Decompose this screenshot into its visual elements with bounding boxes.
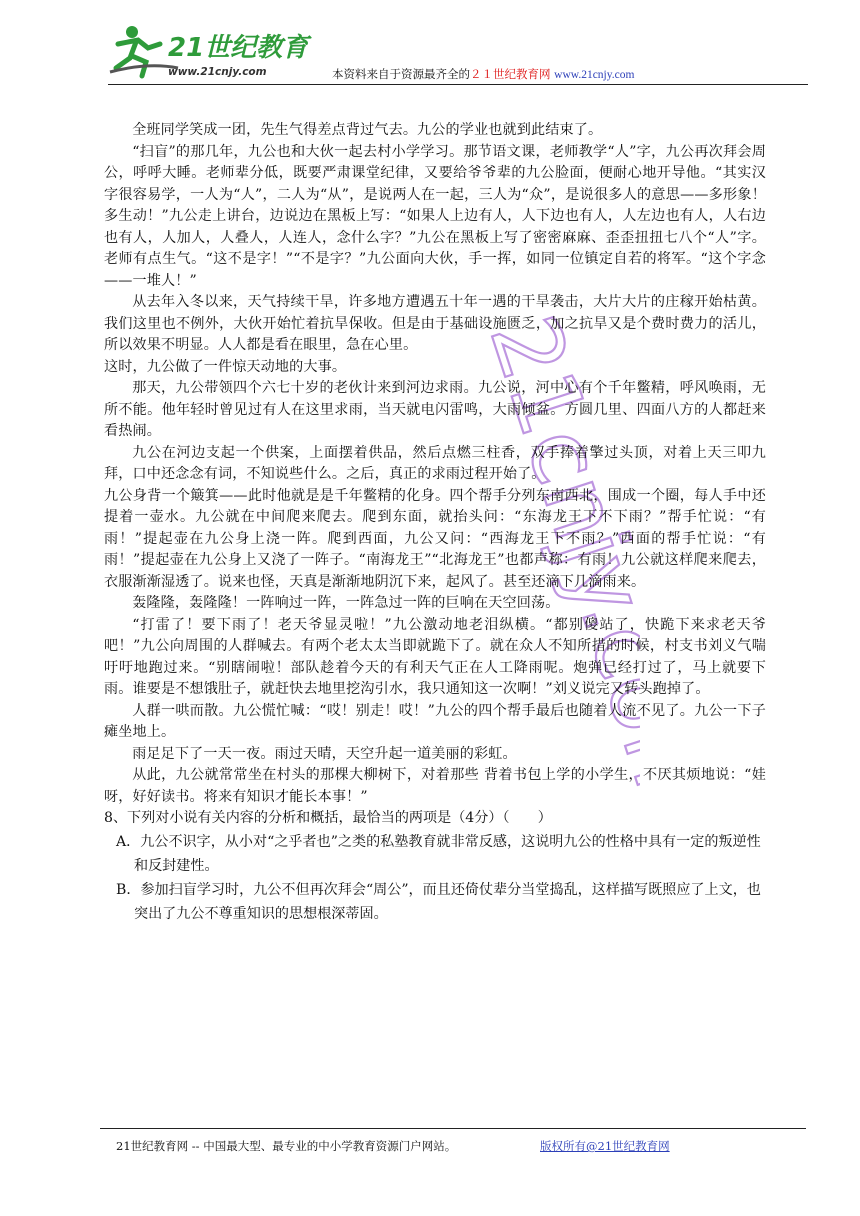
header-note <box>332 66 634 82</box>
logo-text: 21世纪教育 <box>168 33 309 63</box>
paragraph: “扫盲”的那几年，九公也和大伙一起去村小学学习。那节语文课，老师教学“人”字，九公再次拜会周公，呼呼大睡。老师辈分低，既要严肃课堂纪律，又要给爷爷辈的九公脸面，便耐心地开导他。“其实汉字很容易学，一人为“人”，二人为“从”，是说两人在一起，三人为“众”，是说很多人的意思——多形象！多生动！”九公走上讲台，边说边在黑板上写：“如果人上边有人，人下边也有人，人左边也有人，人右边也有人，人加人，人叠人，人连人，念什么字？”九公在黑板上写了密密麻麻、歪歪扭扭七八个“人”字。老师有点生气。“这不是字！”“不是字？”九公面向大伙，手一挥，如同一位镇定自若的将军。“这个字念——一堆人！” <box>104 143 766 289</box>
question-stem: 8、下列对小说有关内容的分析和概括，最恰当的两项是（4分）（ ） <box>104 810 552 826</box>
paragraph: 全班同学笑成一团，先生气得差点背过气去。九公的学业也就到此结束了。 <box>132 122 603 138</box>
paragraph: 从去年入冬以来，天气持续干旱，许多地方遭遇五十年一遇的干旱袭击，大片大片的庄稼开始枯黄。我们这里也不例外，大伙开始忙着抗旱保收。但是由于基础设施匮乏，加之抗旱又是个费时费力的活儿，所以效果不明显。人人都是看在眼里，急在心里。 <box>104 294 766 353</box>
header-note-site: ２１世纪教育网 <box>470 67 551 81</box>
paragraph: “打雷了！要下雨了！老天爷显灵啦！”九公激动地老泪纵横。“都别傻站了，快跪下来求老天爷吧！”九公向周围的人群喊去。有两个老太太当即就跪下了。就在众人不知所措的时候，村支书刘义气喘吁吁地跑过来。“别瞎闹啦！部队趁着今天的有利天气正在人工降雨呢。炮弹已经打过了，马上就要下雨。谁要是不想饿肚子，就赶快去地里挖沟引水，我只通知这一次啊！”刘义说完又转头跑掉了。 <box>104 616 766 697</box>
logo-graphic <box>108 22 313 84</box>
question-option-a: A．九公不识字，从小对“之乎者也”之类的私塾教育就非常反感，这说明九公的性格中具有一定的叛逆性和反封建性。 <box>116 833 761 874</box>
paragraph: 轰隆隆，轰隆隆！一阵响过一阵，一阵急过一阵的巨响在天空回荡。 <box>132 595 560 611</box>
paragraph: 人群一哄而散。九公慌忙喊：“哎！别走！哎！”九公的四个帮手最后也随着人流不见了。九公一下子瘫坐地上。 <box>104 702 766 740</box>
logo-url: www.21cnjy.com <box>168 66 267 78</box>
footer-divider <box>100 1128 806 1129</box>
paragraph: 九公在河边支起一个供案，上面摆着供品，然后点燃三柱香，双手捧着擎过头顶，对着上天三叩九拜，口中还念念有词，不知说些什么。之后，真正的求雨过程开始了。 <box>104 444 766 482</box>
header-note-prefix: 本资料来自于资源最齐全的 <box>332 67 470 81</box>
question-option-b: B．参加扫盲学习时，九公不但再次拜会“周公”，而且还倚仗辈分当堂捣乱，这样描写既照应了上文，也突出了九公不尊重知识的思想根深蒂固。 <box>116 881 761 922</box>
paragraph: 那天，九公带领四个六七十岁的老伙计来到河边求雨。九公说，河中心有个千年鳖精，呼风唤雨，无所不能。他年轻时曾见过有人在这里求雨，当天就电闪雷鸣，大雨倾盆。方圆几里、四面八方的人都赶来看热闹。 <box>104 380 766 439</box>
header-note-url[interactable]: www.21cnjy.com <box>554 69 635 81</box>
site-logo <box>108 22 313 84</box>
footer-text: 21世纪教育网 -- 中国最大型、最专业的中小学教育资源门户网站。 <box>116 1139 457 1153</box>
header-divider <box>108 84 808 85</box>
page-header <box>0 0 860 96</box>
watermark-text: 21cnjy.com <box>469 303 640 830</box>
paragraph: 雨足足下了一天一夜。雨过天晴，天空升起一道美丽的彩虹。 <box>132 745 517 762</box>
article-body <box>104 120 766 926</box>
paragraph: 这时，九公做了一件惊天动地的大事。 <box>104 358 347 375</box>
copyright-link[interactable]: 版权所有@21世纪教育网 <box>540 1139 670 1153</box>
paragraph: 九公身背一个簸箕——此时他就是是千年鳖精的化身。四个帮手分列东南西北，围成一个圈，每人手中还提着一壶水。九公就在中间爬来爬去。爬到东面，就抬头问：“东海龙王下不下雨？”帮手忙说：“有雨！”提起壶在九公身上浇一阵。爬到西面，九公又问：“西海龙王下不雨？”西面的帮手忙说：“有雨！”提起壶在九公身上又浇了一阵子。“南海龙王”“北海龙王”也都声称：有雨！九公就这样爬来爬去，衣服渐渐湿透了。说来也怪，天真是渐渐地阴沉下来，起风了。甚至还滴下几滴雨来。 <box>104 487 766 590</box>
paragraph: 从此，九公就常常坐在村头的那棵大柳树下，对着那些 背着书包上学的小学生，不厌其烦地说：“娃呀，好好读书。将来有知识才能长本事！” <box>104 767 766 805</box>
